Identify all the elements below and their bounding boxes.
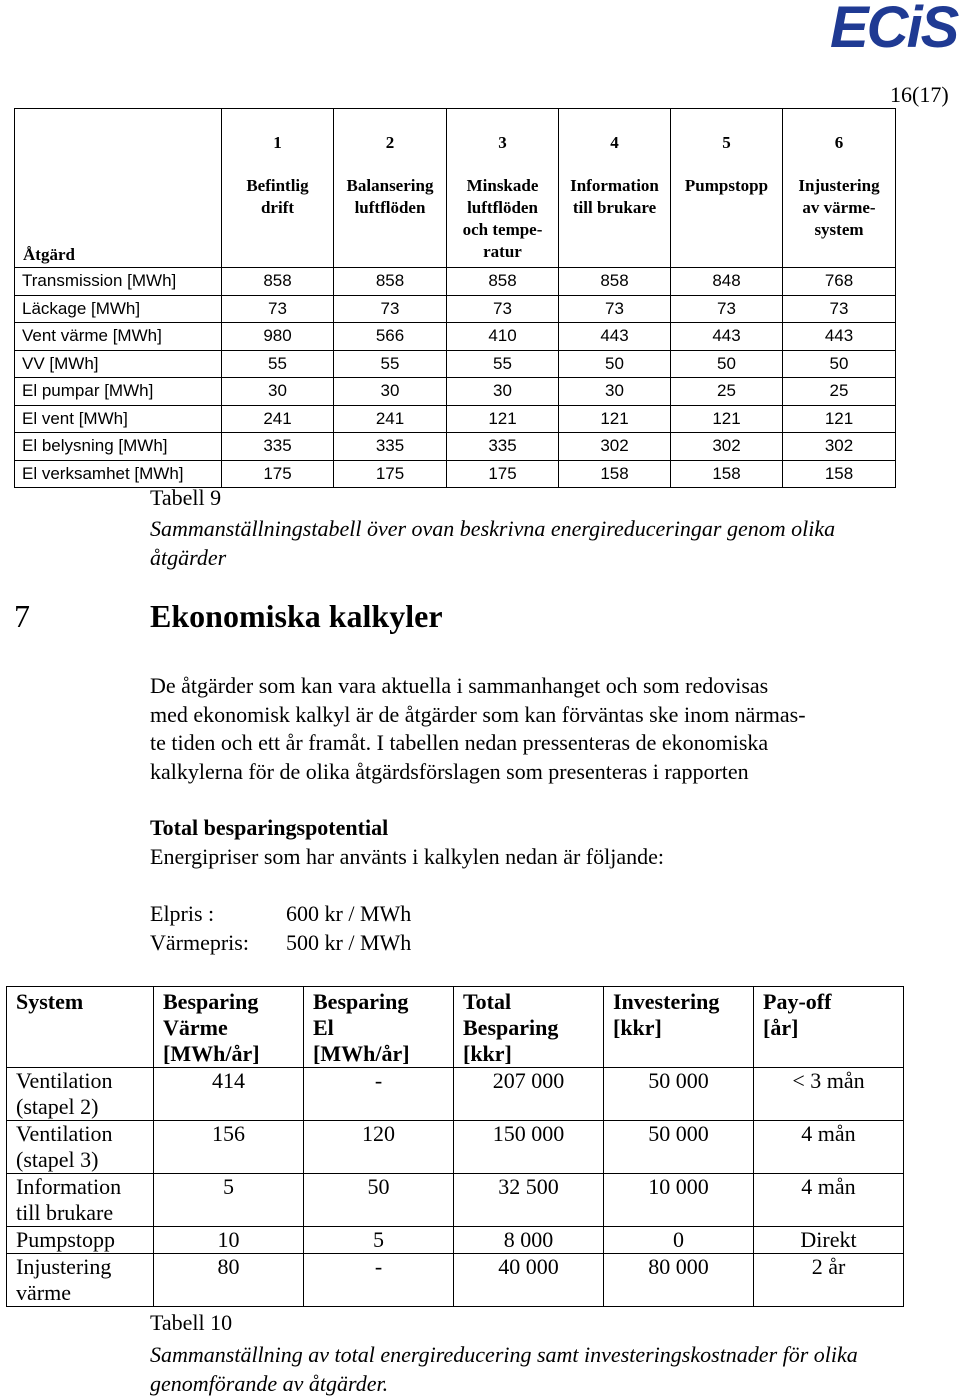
section-title: Ekonomiska kalkyler [150,598,443,634]
table-row [7,1227,904,1254]
section-paragraph: De åtgärder som kan vara aktuella i sammanhanget och som redovisas med ekonomisk kalkyl är de åtgärder som kan förväntas ske inom närmas- te tiden och ett år framåt. I tabellen nedan pressenteras de ekonomiska kalkylerna för de olika åtgärdsförslagen som presenteras i rapporten [150,673,806,785]
table-cell: 302 [559,433,671,461]
table-cell: 414 [154,1068,304,1121]
system-cell: Ventilation (stapel 3) [7,1121,154,1174]
row-label: Läckage [MWh] [15,295,222,323]
table-cell: 50 [559,350,671,378]
price-value: 500 kr / MWh [286,930,412,955]
savings-table [6,986,904,1307]
column-header-label: Pumpstopp [684,176,769,195]
table-cell: 443 [783,323,896,351]
price-value: 600 kr / MWh [286,901,412,926]
table-cell: 55 [334,350,447,378]
table-row [15,295,896,323]
svg-text:ECiS: ECiS [830,0,958,52]
column-header: Total Besparing [kkr] [454,987,604,1068]
column-header: System [7,987,154,1068]
energy-intro: Energipriser som har använts i kalkylen nedan är följande: [150,844,664,869]
column-header: 1 Befintlig drift [222,109,334,268]
column-header-label: Befintlig drift [246,176,309,217]
table-cell: 50 [304,1174,454,1227]
table-cell: 73 [559,295,671,323]
column-header: 3 Minskade luftflöden och tempe- ratur [447,109,559,268]
table-cell: 73 [783,295,896,323]
column-header-label: Balansering luftflöden [346,176,434,217]
column-header: Besparing El [MWh/år] [304,987,454,1068]
column-header-label: Information till brukare [570,176,659,217]
table-cell: - [304,1254,454,1307]
table-cell: 175 [222,460,334,488]
table-cell: 121 [783,405,896,433]
table-cell: 73 [334,295,447,323]
table-cell: 80 [154,1254,304,1307]
table-cell: 5 [154,1174,304,1227]
table-cell: 5 [304,1227,454,1254]
column-header: Besparing Värme [MWh/år] [154,987,304,1068]
table-cell: 302 [671,433,783,461]
table-cell: 4 mån [754,1121,904,1174]
table-cell: 175 [334,460,447,488]
table-cell: 848 [671,268,783,296]
table-cell: 50 000 [604,1121,754,1174]
table-cell: 335 [222,433,334,461]
table-cell: 10 000 [604,1174,754,1227]
column-header: 5 Pumpstopp [671,109,783,268]
section-number: 7 [14,598,30,634]
table-cell: 121 [447,405,559,433]
table-cell: 241 [222,405,334,433]
table-cell: - [304,1068,454,1121]
column-header: 2 Balansering luftflöden [334,109,447,268]
table-cell: 30 [447,378,559,406]
table-header-row [7,987,904,1068]
system-cell: Information till brukare [7,1174,154,1227]
row-header-label: Åtgärd [23,245,75,264]
table-cell: 335 [334,433,447,461]
table-cell: 10 [154,1227,304,1254]
table-row [15,268,896,296]
table-cell: 73 [447,295,559,323]
table-cell: 980 [222,323,334,351]
table-cell: 858 [447,268,559,296]
column-header: Pay-off [år] [754,987,904,1068]
table-cell: 32 500 [454,1174,604,1227]
table-cell: 30 [222,378,334,406]
table-cell: 302 [783,433,896,461]
row-label: Vent värme [MWh] [15,323,222,351]
column-header: 4 Information till brukare [559,109,671,268]
table-cell: 30 [334,378,447,406]
table-cell: 443 [559,323,671,351]
table-cell: 858 [222,268,334,296]
table-cell: 0 [604,1227,754,1254]
table-row [15,433,896,461]
table9-caption-text: Sammanställningstabell över ovan beskrivna energireduceringar genom olika åtgärder [150,516,836,570]
table-cell: 73 [222,295,334,323]
table-cell: 25 [783,378,896,406]
table-row [15,350,896,378]
table-cell: 50 [783,350,896,378]
column-header: 6 Injustering av värme- system [783,109,896,268]
price-label: Värmepris: [150,930,249,955]
table-cell: 410 [447,323,559,351]
row-label: VV [MWh] [15,350,222,378]
table-row [15,460,896,488]
table-cell: 158 [671,460,783,488]
table-cell: 158 [783,460,896,488]
table-cell: 207 000 [454,1068,604,1121]
table-row [15,378,896,406]
table-header-row [15,109,896,268]
table-cell: 335 [447,433,559,461]
table-cell: 858 [334,268,447,296]
table-row [7,1254,904,1307]
row-label: El vent [MWh] [15,405,222,433]
table10-caption-title: Tabell 10 [150,1310,233,1335]
table-row [7,1121,904,1174]
table-cell: 241 [334,405,447,433]
energy-summary-table [14,108,896,488]
table-cell: 2 år [754,1254,904,1307]
table-cell: 25 [671,378,783,406]
table-cell: 150 000 [454,1121,604,1174]
row-header-cell [15,109,222,268]
table-cell: 120 [304,1121,454,1174]
table-cell: 158 [559,460,671,488]
table9-caption-title: Tabell 9 [150,485,222,510]
column-header-label: Minskade luftflöden och tempe- ratur [462,176,543,261]
system-cell: Injustering värme [7,1254,154,1307]
table-cell: 73 [671,295,783,323]
system-cell: Ventilation (stapel 2) [7,1068,154,1121]
table-cell: 40 000 [454,1254,604,1307]
price-label: Elpris : [150,901,215,926]
table-cell: < 3 mån [754,1068,904,1121]
table-cell: 55 [222,350,334,378]
table-cell: 768 [783,268,896,296]
table-cell: 858 [559,268,671,296]
table-row [15,405,896,433]
page-number: 16(17) [890,82,949,107]
ecis-logo [828,0,960,52]
table-row [7,1068,904,1121]
row-label: El pumpar [MWh] [15,378,222,406]
subheading: Total besparingspotential [150,815,389,840]
table-cell: 55 [447,350,559,378]
row-label: El belysning [MWh] [15,433,222,461]
table-cell: 4 mån [754,1174,904,1227]
table-cell: 156 [154,1121,304,1174]
table-cell: 121 [559,405,671,433]
table-cell: 30 [559,378,671,406]
table-row [7,1174,904,1227]
table-cell: Direkt [754,1227,904,1254]
table-cell: 566 [334,323,447,351]
row-label: El verksamhet [MWh] [15,460,222,488]
system-cell: Pumpstopp [7,1227,154,1254]
column-header: Investering [kkr] [604,987,754,1068]
table-cell: 50 [671,350,783,378]
table-cell: 50 000 [604,1068,754,1121]
table-cell: 8 000 [454,1227,604,1254]
table-row [15,323,896,351]
row-label: Transmission [MWh] [15,268,222,296]
table-cell: 121 [671,405,783,433]
table-cell: 443 [671,323,783,351]
column-header-label: Injustering av värme- system [798,176,880,239]
table-cell: 80 000 [604,1254,754,1307]
table10-caption-text: Sammanställning av total energireducering samt investeringskostnader för olika genomförande av åtgärder. [150,1342,858,1396]
table-cell: 175 [447,460,559,488]
